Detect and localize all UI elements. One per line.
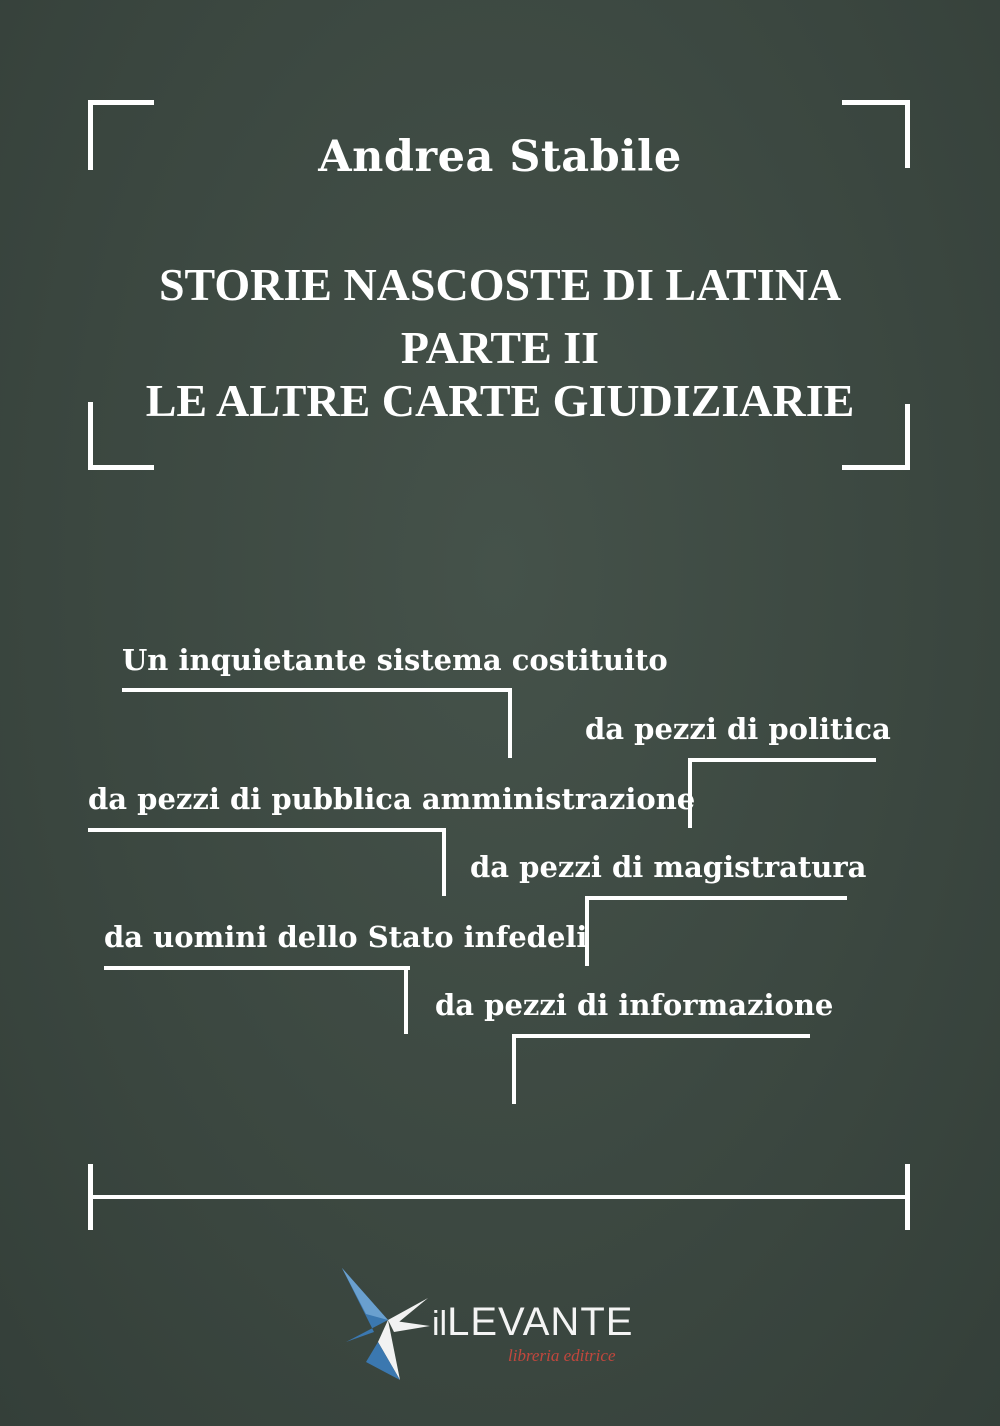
bottom-rule-right-cap [905,1164,910,1230]
title-line-3: LE ALTRE CARTE GIUDIZIARIE [145,375,855,426]
publisher-main-name: LEVANTE [447,1300,634,1344]
author-name: Andrea Stabile [318,132,682,182]
staircase-rule-5-h [104,966,410,970]
staircase-rule-5-v [404,966,408,1034]
staircase-line-2: da pezzi di politica [585,712,891,746]
frame-corner-top-right-h [842,100,910,105]
title-line-1: STORIE NASCOSTE DI LATINA [158,259,842,310]
publisher-name [432,1300,633,1345]
frame-corner-top-left-h [88,100,154,105]
bottom-rule [88,1195,910,1199]
staircase-line-5: da uomini dello Stato infedeli [104,920,588,954]
staircase-rule-4-h [585,896,847,900]
frame-corner-bottom-right-h [842,465,910,470]
staircase-line-3: da pezzi di pubblica amministrazione [88,782,696,816]
staircase-line-4: da pezzi di magistratura [470,850,867,884]
frame-corner-bottom-left-h [88,465,154,470]
publisher-subtitle: libreria editrice [508,1346,616,1365]
title-line-2: PARTE II [400,322,600,373]
staircase-rule-3-h [88,828,446,832]
staircase-rule-1-v [508,688,512,758]
staircase-rule-2-h [688,758,876,762]
staircase-rule-1-h [122,688,512,692]
publisher-prefix: il [432,1305,448,1343]
staircase-rule-6-v [512,1034,516,1104]
staircase-line-6: da pezzi di informazione [435,988,834,1022]
staircase-line-1: Un inquietante sistema costituito [122,643,668,677]
staircase-rule-6-h [512,1034,810,1038]
staircase-rule-3-v [442,828,446,896]
